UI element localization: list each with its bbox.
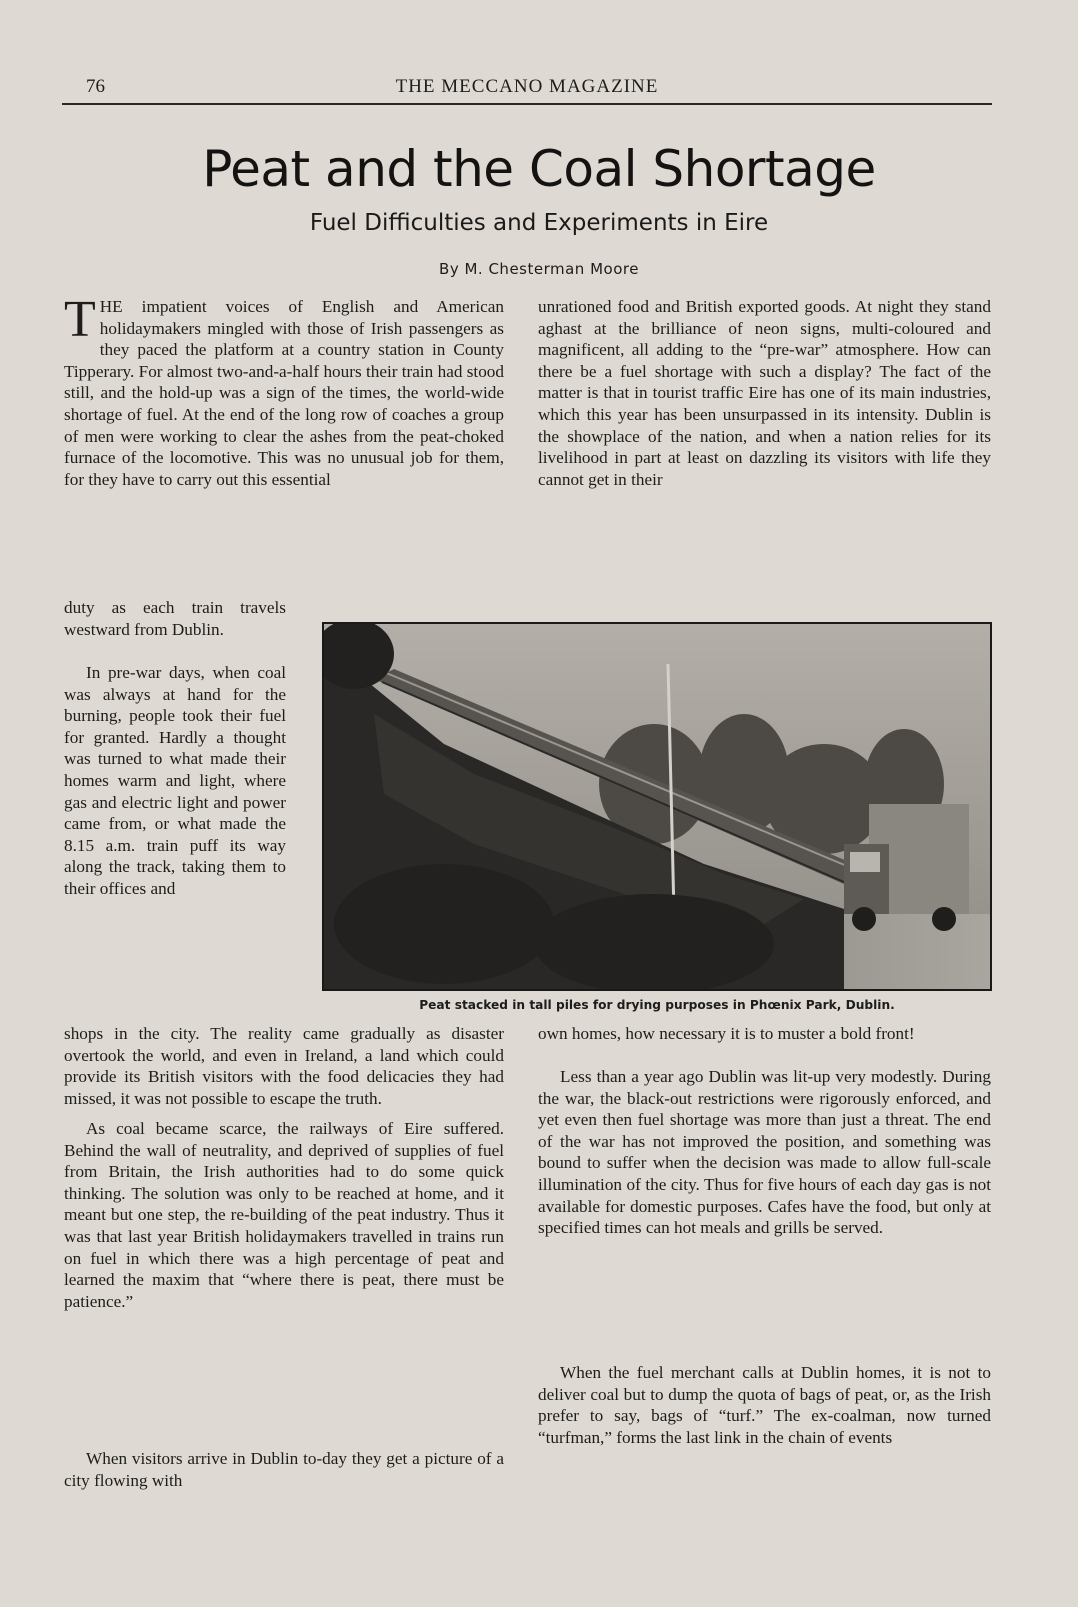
peat-stack-photo bbox=[322, 622, 992, 991]
paragraph-1-text: HE impatient voices of English and American holidaymakers mingled with those of Irish passengers as they paced the platform at a country station in County Tipperary. For almost two-and-a-half hours their train had stood still, and the hold-up was a sign of the times, the world-wide shortage of fuel. At the end of the long row of coaches a group of men were working to clear the ashes from the peat-choked furnace of the locomotive. This was no unusual job for them, for they have to carry out this essential bbox=[64, 297, 504, 489]
paragraph-6: own homes, how necessary it is to muster a bold front! bbox=[538, 1024, 915, 1043]
running-head bbox=[62, 74, 992, 104]
page-number: 76 bbox=[86, 76, 105, 97]
paragraph-4: When visitors arrive in Dublin to-day they get a picture of a city flowing with bbox=[64, 1449, 504, 1490]
paragraph-1-continued: duty as each train travels westward from Dublin. bbox=[64, 598, 286, 639]
paragraph-7: Less than a year ago Dublin was lit-up very modestly. During the war, the black-out restrictions were rigorously enforced, and yet even then fuel shortage was more than just a threat. The end of the war has not improved the position, and something was bound to suffer when the decision was made to allow full-scale illumination of the city. Thus for five hours of each day gas is not available for domestic purposes. Cafes have the food, but only at specified times can hot meals and grills be served. bbox=[538, 1067, 991, 1238]
paragraph-8: When the fuel merchant calls at Dublin homes, it is not to deliver coal but to dump the quota of bags of peat, or, as the Irish prefer to say, bags of “turf.” The ex-coalman, now turned “turfman,” forms the last link in the chain of events bbox=[538, 1363, 991, 1447]
article-subtitle: Fuel Difficulties and Experiments in Eire bbox=[309, 210, 769, 236]
header-rule bbox=[62, 103, 992, 105]
paragraph-2: In pre-war days, when coal was always at hand for the burning, people took their fuel for granted. Hardly a thought was turned to what made their homes warm and light, where gas and electric light and power came from, or what made the 8.15 a.m. train puff its way along the track, taking them to their offices and bbox=[64, 663, 286, 898]
paragraph-5: unrationed food and British exported goods. At night they stand aghast at the brilliance of neon signs, multi-coloured and magnificent, all adding to the “pre-war” atmosphere. How can there be a fuel shortage with such a display? The fact of the matter is that in tourist traffic Eire has one of its main industries, which this year has been unsurpassed in its intensity. Dublin is the showplace of the nation, and when a nation relies for its livelihood in part at least on dazzling its visitors with life they cannot get in their bbox=[538, 297, 991, 489]
magazine-title: THE MECCANO MAGAZINE bbox=[395, 76, 659, 97]
paragraph-3: As coal became scarce, the railways of Eire suffered. Behind the wall of neutrality, and deprived of supplies of fuel from Britain, the Irish authorities had to do some quick thinking. The solution was only to be reached at home, and it meant but one step, the re-building of the peat industry. Thus it was that last year British holidaymakers travelled in trains run on fuel in which there was a high percentage of peat and learned the maxim that “where there is peat, there must be patience.” bbox=[64, 1119, 504, 1311]
paragraph-1 bbox=[64, 291, 504, 490]
paragraph-2-continued: shops in the city. The reality came gradually as disaster overtook the world, and even in Ireland, a land which could provide its British visitors with the food delicacies they had missed, it was not possible to escape the truth. bbox=[64, 1024, 504, 1108]
article-byline: By M. Chesterman Moore bbox=[439, 260, 639, 278]
photo-caption: Peat stacked in tall piles for drying purposes in Phœnix Park, Dublin. bbox=[419, 998, 895, 1012]
article-title: Peat and the Coal Shortage bbox=[202, 140, 876, 198]
drop-cap: T bbox=[64, 291, 96, 348]
